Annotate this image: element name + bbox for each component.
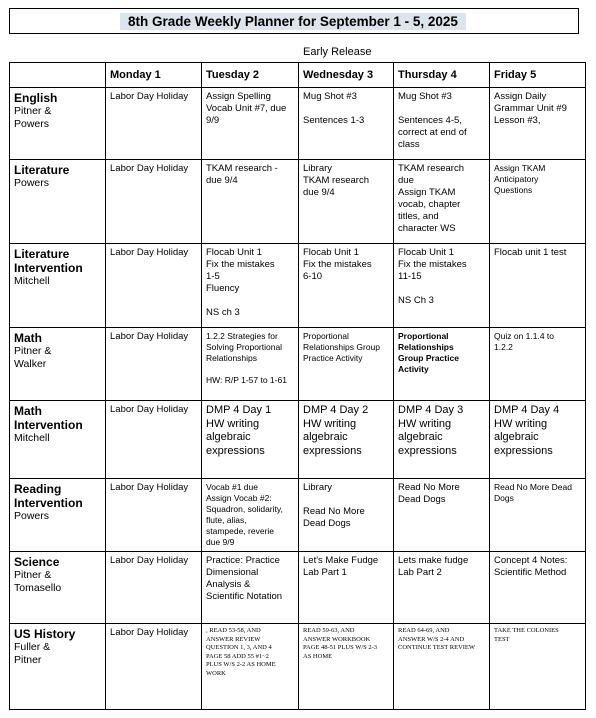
- table-row: [10, 479, 586, 552]
- day-cell: Lets make fudge Lab Part 2: [394, 552, 490, 624]
- teacher-names: Powers: [14, 510, 50, 522]
- header-day: Tuesday 2: [202, 63, 299, 88]
- day-cell: Assign Daily Grammar Unit #9 Lesson #3,: [490, 88, 586, 160]
- teacher-names: Fuller & Pitner: [14, 641, 51, 666]
- header-day: Thursday 4: [394, 63, 490, 88]
- day-cell: Library Read No More Dead Dogs: [299, 479, 394, 552]
- day-cell: DMP 4 Day 3 HW writing algebraic expressions: [394, 401, 490, 479]
- day-cell: TAKE THE COLONIES TEST: [490, 624, 586, 710]
- teacher-names: Pitner & Tomasello: [14, 569, 62, 594]
- teacher-names: Powers: [14, 177, 50, 189]
- subject-name: Science: [14, 555, 60, 569]
- day-cell: Vocab #1 due Assign Vocab #2: Squadron, solidarity, flute, alias, stampede, reverie due 9/9: [202, 479, 299, 552]
- teacher-names: Pitner & Powers: [14, 105, 52, 130]
- day-cell: Read No More Dead Dogs: [394, 479, 490, 552]
- table-row: [10, 552, 586, 624]
- subject-name: Math Intervention: [14, 404, 83, 432]
- day-cell: Labor Day Holiday: [106, 479, 202, 552]
- subject-name: English: [14, 91, 58, 105]
- table-row: [10, 88, 586, 160]
- subject-cell: [10, 244, 106, 328]
- day-cell: Labor Day Holiday: [106, 552, 202, 624]
- day-cell: Assign TKAM Anticipatory Questions: [490, 160, 586, 244]
- table-row: [10, 624, 586, 710]
- day-cell: Concept 4 Notes: Scientific Method: [490, 552, 586, 624]
- day-cell: Flocab Unit 1 Fix the mistakes 11-15 NS Ch 3: [394, 244, 490, 328]
- table-row: [10, 401, 586, 479]
- day-cell: Labor Day Holiday: [106, 160, 202, 244]
- day-cell: Assign Spelling Vocab Unit #7, due 9/9: [202, 88, 299, 160]
- weekly-planner-table: [9, 62, 586, 710]
- subject-cell: [10, 624, 106, 710]
- teacher-names: Pitner & Walker: [14, 345, 52, 370]
- day-cell: Read No More Dead Dogs: [490, 479, 586, 552]
- day-cell: Quiz on 1.1.4 to 1.2.2: [490, 328, 586, 401]
- subject-cell: [10, 479, 106, 552]
- day-cell: Mug Shot #3 Sentences 1-3: [299, 88, 394, 160]
- subject-cell: [10, 401, 106, 479]
- header-day: Wednesday 3: [299, 63, 394, 88]
- day-cell: Flocab Unit 1 Fix the mistakes 6-10: [299, 244, 394, 328]
- day-cell: READ 59-63, AND ANSWER WORKBOOK PAGE 48-51 PLUS W/S 2-3 AS HOME: [299, 624, 394, 710]
- day-cell: Library TKAM research due 9/4: [299, 160, 394, 244]
- subject-cell: [10, 160, 106, 244]
- header-day: Friday 5: [490, 63, 586, 88]
- day-cell: DMP 4 Day 1 HW writing algebraic expressions: [202, 401, 299, 479]
- page-title: 8th Grade Weekly Planner for September 1 - 5, 2025: [120, 13, 466, 30]
- day-cell: READ 64-69, AND ANSWER W/S 2-4 AND CONTINUE TEST REVIEW: [394, 624, 490, 710]
- header-day: Monday 1: [106, 63, 202, 88]
- subject-name: Literature Intervention: [14, 247, 83, 275]
- table-row: [10, 160, 586, 244]
- table-row: [10, 244, 586, 328]
- day-cell: TKAM research - due 9/4: [202, 160, 299, 244]
- title-box: [9, 8, 579, 34]
- day-cell: Practice: Practice Dimensional Analysis & Scientific Notation: [202, 552, 299, 624]
- day-cell: DMP 4 Day 4 HW writing algebraic expressions: [490, 401, 586, 479]
- subject-name: US History: [14, 627, 76, 641]
- day-cell: , READ 53-58, AND ANSWER REVIEW QUESTION 1, 3, AND 4 PAGE 58 ADD 55 #1~2 PLUS W/S 2-2 AS HOME WORK: [202, 624, 299, 710]
- day-cell: Proportional Relationships Group Practice Activity: [299, 328, 394, 401]
- table-row: [10, 328, 586, 401]
- day-cell: Mug Shot #3 Sentences 4-5, correct at end of class: [394, 88, 490, 160]
- day-cell: TKAM research due Assign TKAM vocab, chapter titles, and character WS: [394, 160, 490, 244]
- day-cell: 1.2.2 Strategies for Solving Proportional Relationships HW: R/P 1-57 to 1-61: [202, 328, 299, 401]
- day-cell: Labor Day Holiday: [106, 328, 202, 401]
- day-cell: Flocab Unit 1 Fix the mistakes 1-5 Fluency NS ch 3: [202, 244, 299, 328]
- day-cell: Labor Day Holiday: [106, 88, 202, 160]
- subject-name: Math: [14, 331, 42, 345]
- header-row: [10, 63, 586, 88]
- early-release-note: Early Release: [303, 46, 372, 58]
- subject-cell: [10, 88, 106, 160]
- subject-cell: [10, 552, 106, 624]
- header-blank: [10, 63, 106, 88]
- day-cell: Labor Day Holiday: [106, 244, 202, 328]
- day-cell: Proportional Relationships Group Practice Activity: [394, 328, 490, 401]
- day-cell: DMP 4 Day 2 HW writing algebraic expressions: [299, 401, 394, 479]
- day-cell: Labor Day Holiday: [106, 401, 202, 479]
- subject-cell: [10, 328, 106, 401]
- day-cell: Labor Day Holiday: [106, 624, 202, 710]
- teacher-names: Mitchell: [14, 432, 50, 444]
- subject-name: Literature: [14, 163, 70, 177]
- teacher-names: Mitchell: [14, 275, 50, 287]
- subject-name: Reading Intervention: [14, 482, 83, 510]
- day-cell: Flocab unit 1 test: [490, 244, 586, 328]
- day-cell: Let's Make Fudge Lab Part 1: [299, 552, 394, 624]
